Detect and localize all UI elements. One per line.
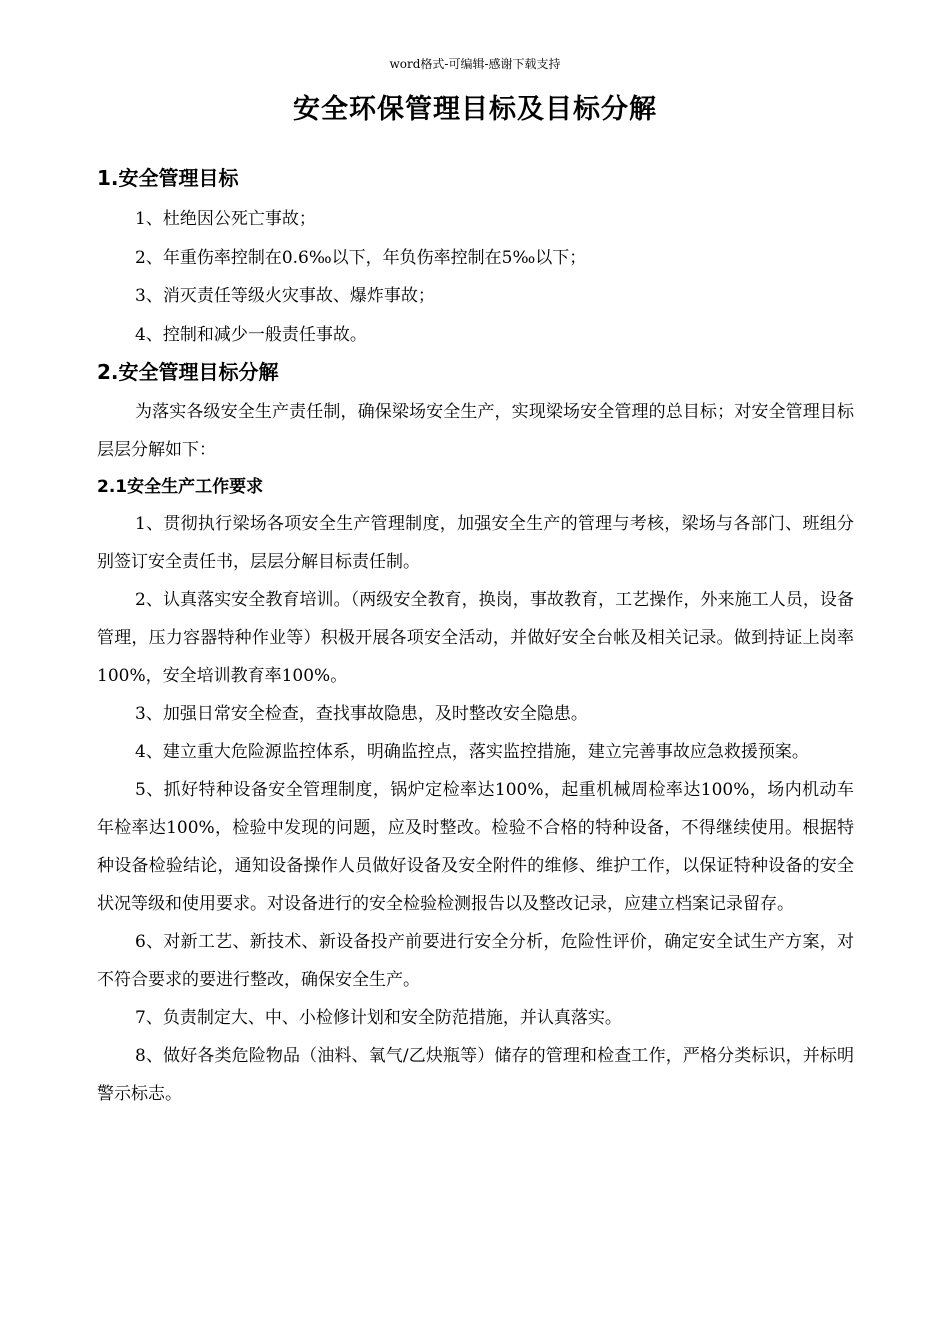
requirement-item: 5、抓好特种设备安全管理制度，锅炉定检率达100%，起重机械周检率达100%，场内机动车年检率达100%，检验中发现的问题，应及时整改。检验不合格的特种设备，不得继续使用。根据特种设备检验结论，通知设备操作人员做好设备及安全附件的维修、维护工作，以保证特种设备的安全状况等级和使用要求。对设备进行的安全检验检测报告以及整改记录，应建立档案记录留存。: [97, 780, 854, 914]
target-item: 2、年重伤率控制在0.6‰以下，年负伤率控制在5‰以下；: [135, 247, 587, 268]
document-body: [97, 160, 854, 1113]
target-item: 4、控制和减少一般责任事故。: [135, 324, 367, 345]
requirement-item: 8、做好各类危险物品（油料、氧气/乙炔瓶等）储存的管理和检查工作，严格分类标识，并标明警示标志。: [97, 1046, 854, 1104]
requirement-item: 6、对新工艺、新技术、新设备投产前要进行安全分析，危险性评价，确定安全试生产方案，对不符合要求的要进行整改，确保安全生产。: [97, 932, 854, 990]
header-note: word格式-可编辑-感谢下载支持: [389, 57, 561, 71]
target-item: 1、杜绝因公死亡事故；: [135, 209, 316, 229]
requirement-item: 4、建立重大危险源监控体系，明确监控点，落实监控措施，建立完善事故应急救援预案。: [135, 742, 809, 762]
section-heading-1: 1.安全管理目标: [97, 166, 239, 190]
requirement-item: 2、认真落实安全教育培训。（两级安全教育，换岗，事故教育，工艺操作，外来施工人员，设备管理，压力容器特种作业等）积极开展各项安全活动，并做好安全台帐及相关记录。做到持证上岗率100%，安全培训教育率100%。: [97, 590, 854, 686]
subsection-heading: 2.1安全生产工作要求: [97, 477, 264, 497]
requirement-item: 3、加强日常安全检查，查找事故隐患，及时整改安全隐患。: [135, 704, 588, 724]
requirement-item: 1、贯彻执行梁场各项安全生产管理制度，加强安全生产的管理与考核，梁场与各部门、班组分别签订安全责任书，层层分解目标责任制。: [97, 514, 854, 572]
section-intro: 为落实各级安全生产责任制，确保梁场安全生产，实现梁场安全管理的总目标；对安全管理目标层层分解如下：: [97, 402, 854, 460]
requirement-item: 7、负责制定大、中、小检修计划和安全防范措施，并认真落实。: [135, 1008, 622, 1028]
target-item: 3、消灭责任等级火灾事故、爆炸事故；: [135, 286, 435, 306]
page-title: 安全环保管理目标及目标分解: [293, 94, 657, 125]
section-heading-2: 2.安全管理目标分解: [97, 360, 279, 384]
